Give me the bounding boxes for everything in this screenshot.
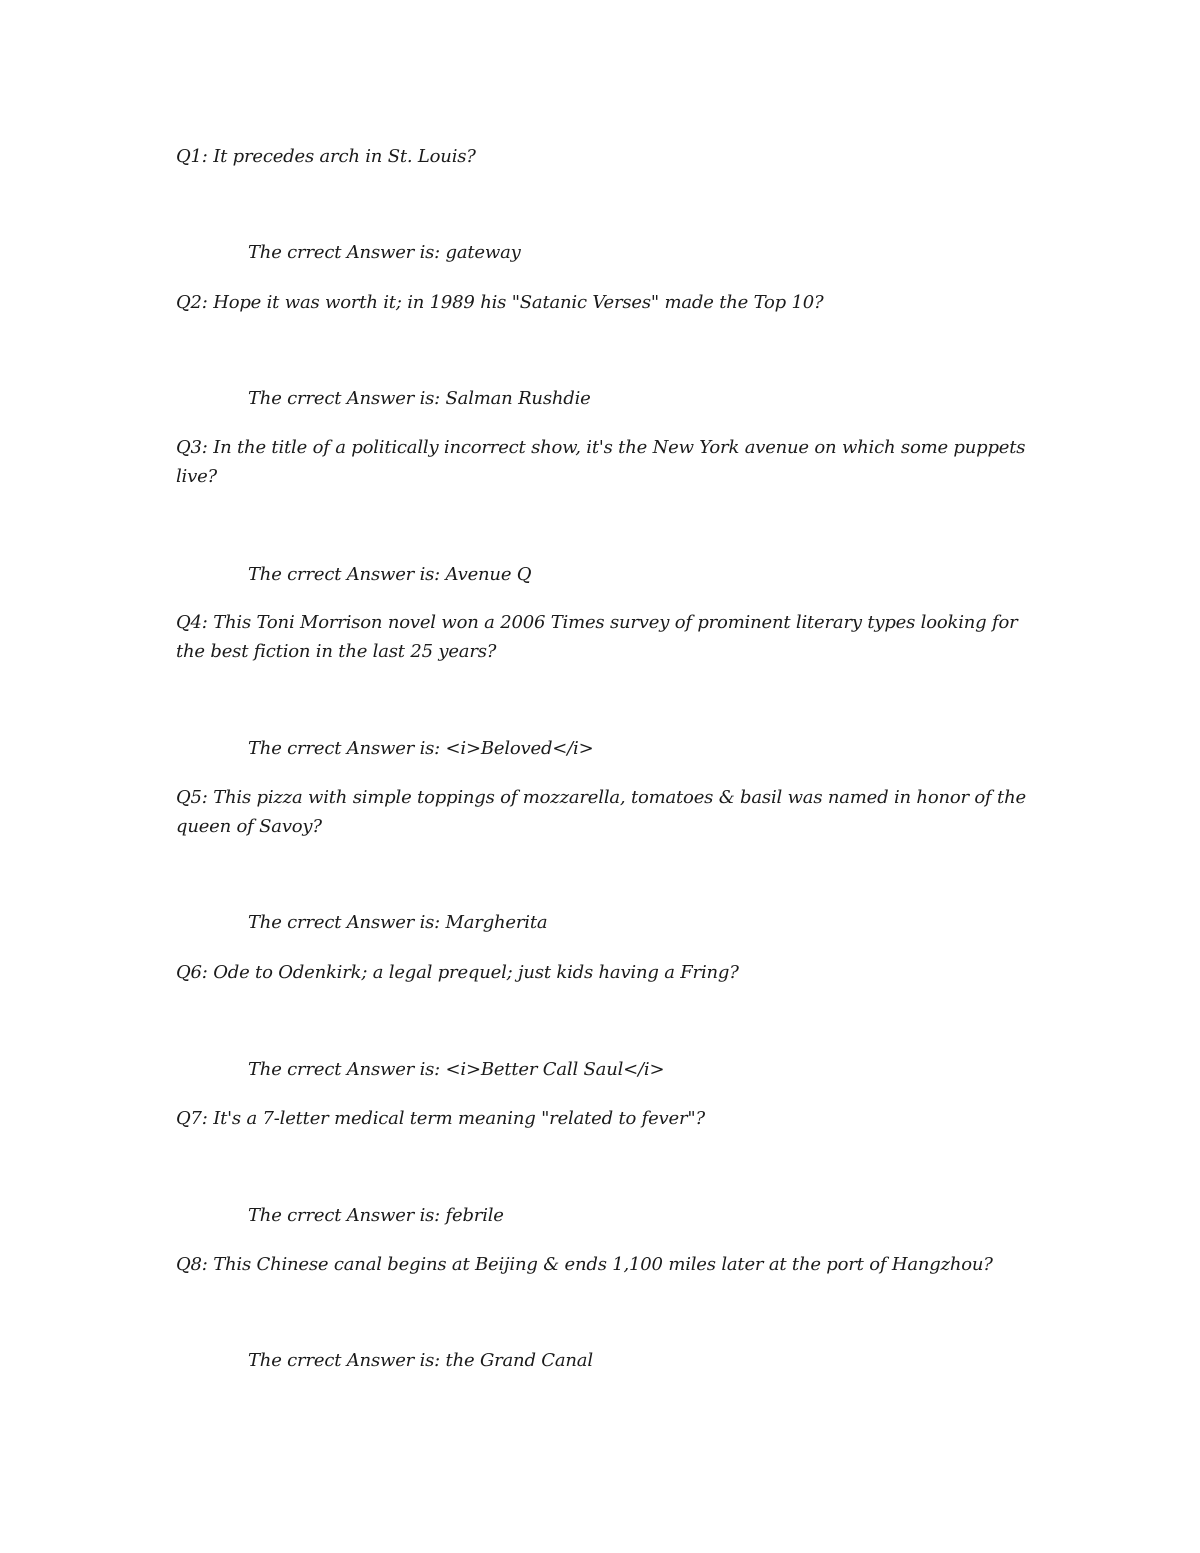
answer-7: The crrect Answer is: febrile: [248, 1205, 504, 1226]
question-3: Q3: In the title of a politically incorrect show, it's the New York avenue on which some puppets live?: [176, 437, 1026, 487]
answer-8: The crrect Answer is: the Grand Canal: [248, 1350, 593, 1371]
answer-6: The crrect Answer is: <i>Better Call Saul</i>: [248, 1059, 665, 1080]
question-5: Q5: This pizza with simple toppings of mozzarella, tomatoes & basil was named in honor of the queen of Savoy?: [176, 787, 1026, 837]
question-1: Q1: It precedes arch in St. Louis?: [176, 146, 476, 167]
question-8: Q8: This Chinese canal begins at Beijing & ends 1,100 miles later at the port of Hangzhou?: [176, 1254, 993, 1275]
question-6: Q6: Ode to Odenkirk; a legal prequel; just kids having a Fring?: [176, 962, 739, 983]
answer-1: The crrect Answer is: gateway: [248, 242, 521, 263]
answer-4: The crrect Answer is: <i>Beloved</i>: [248, 738, 594, 759]
question-2: Q2: Hope it was worth it; in 1989 his "Satanic Verses" made the Top 10?: [176, 292, 824, 313]
answer-5: The crrect Answer is: Margherita: [248, 912, 548, 933]
question-7: Q7: It's a 7-letter medical term meaning "related to fever"?: [176, 1108, 705, 1129]
answer-2: The crrect Answer is: Salman Rushdie: [248, 388, 591, 409]
question-4: Q4: This Toni Morrison novel won a 2006 Times survey of prominent literary types looking for the best fiction in the last 25 years?: [176, 612, 1018, 662]
answer-3: The crrect Answer is: Avenue Q: [248, 564, 532, 585]
